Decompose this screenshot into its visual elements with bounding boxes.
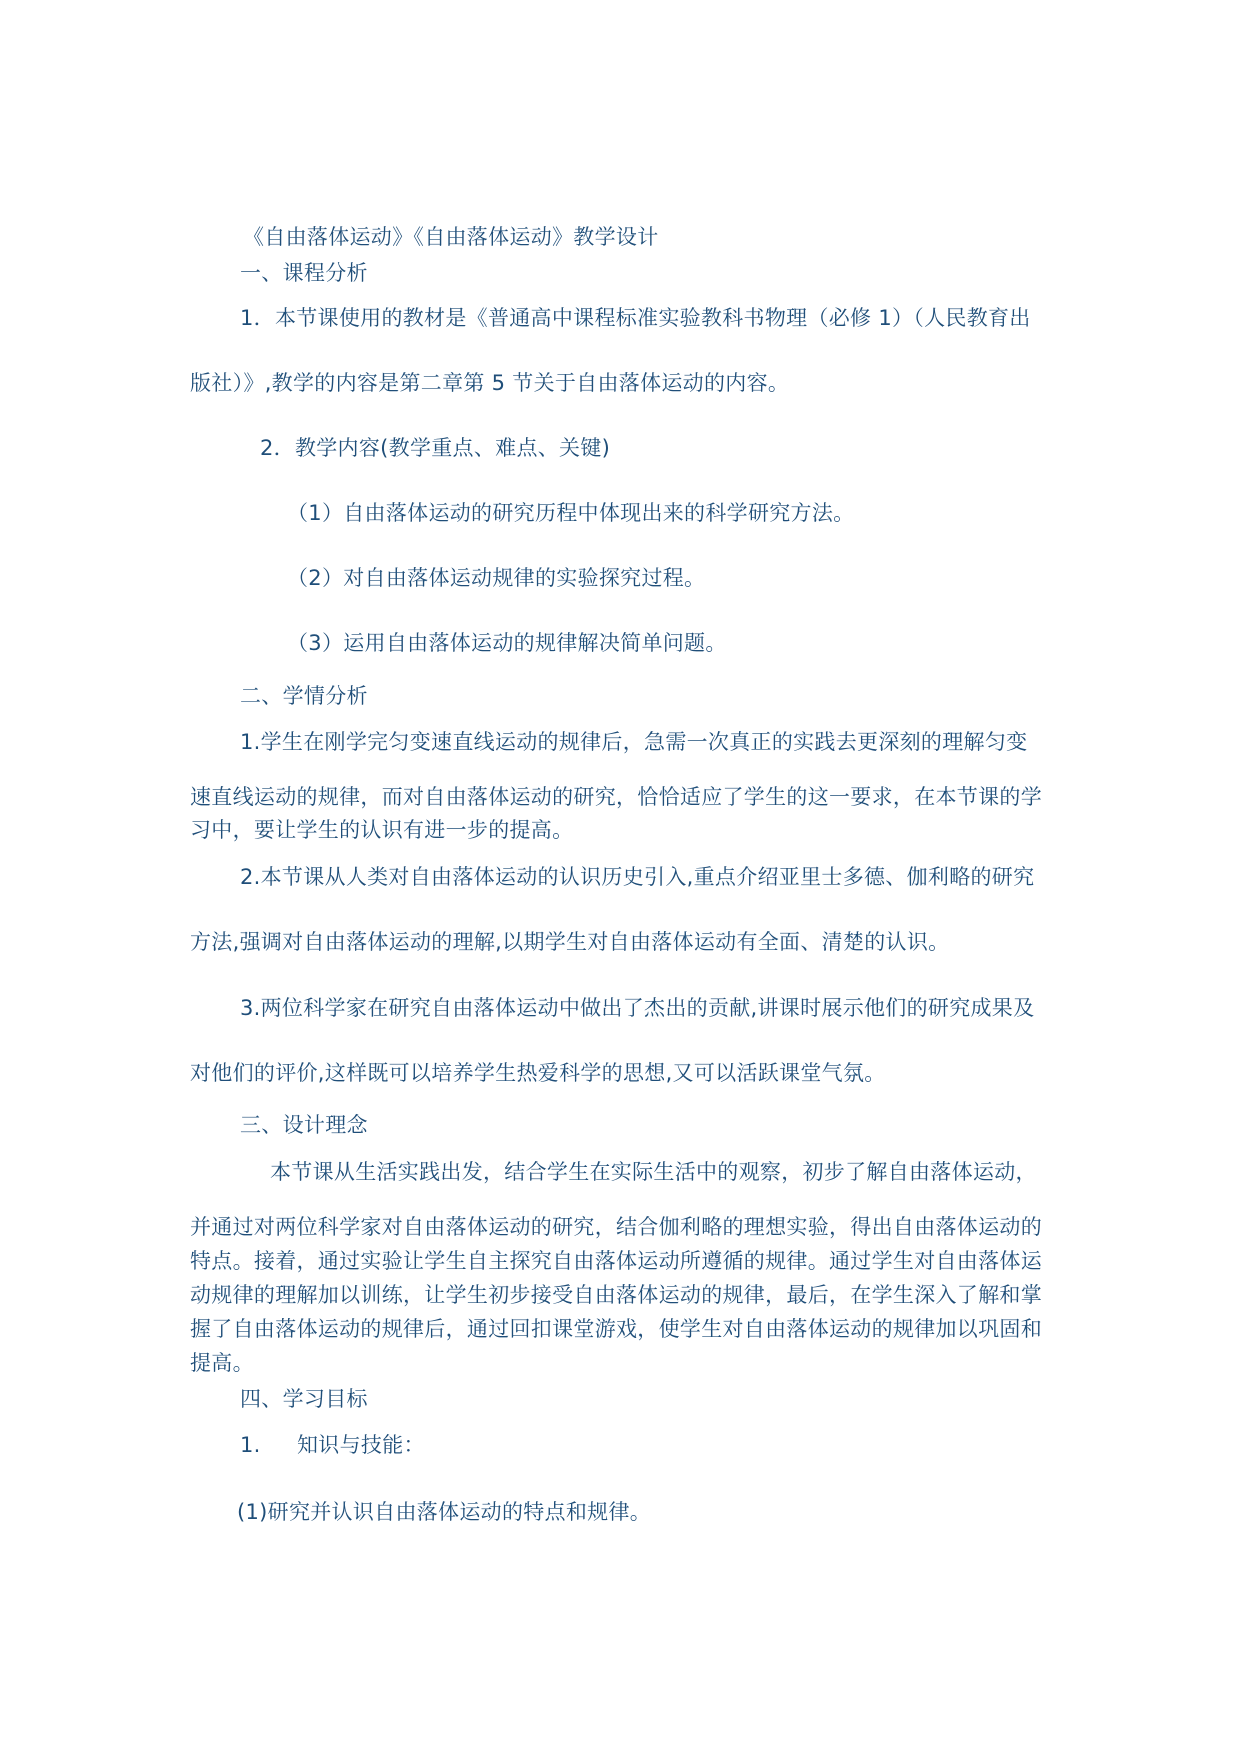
section-heading-learning-goals: 四、学习目标 [240,1387,368,1411]
paragraph-learner-1-line3: 习中，要让学生的认识有进一步的提高。 [190,818,574,842]
section-heading-design-concept: 三、设计理念 [240,1113,368,1137]
paragraph-learner-1-line2: 速直线运动的规律，而对自由落体运动的研究，恰恰适应了学生的这一要求，在本节课的学 [190,785,1042,809]
paragraph-teaching-content: 2．教学内容(教学重点、难点、关键) [260,436,611,460]
paragraph-learner-3-line1: 3.两位科学家在研究自由落体运动中做出了杰出的贡献,讲课时展示他们的研究成果及 [240,996,1035,1020]
section-heading-learner-analysis: 二、学情分析 [240,684,368,708]
paragraph-textbook-line2: 版社）》,教学的内容是第二章第 5 节关于自由落体运动的内容。 [190,371,790,395]
paragraph-learner-1-line1: 1.学生在刚学完匀变速直线运动的规律后，急需一次真正的实践去更深刻的理解匀变 [240,730,1028,754]
document-title: 《自由落体运动》《自由落体运动》教学设计 [243,225,659,249]
list-item-key-point-2: （2）对自由落体运动规律的实验探究过程。 [287,566,706,590]
goal-sub-item-1: (1)研究并认识自由落体运动的特点和规律。 [237,1500,652,1524]
goal-item-label: 知识与技能： [297,1433,425,1457]
paragraph-learner-2-line2: 方法,强调对自由落体运动的理解,以期学生对自由落体运动有全面、清楚的认识。 [190,930,950,954]
paragraph-textbook-line1: 1．本节课使用的教材是《普通高中课程标准实验教科书物理（必修 1）（人民教育出 [240,306,1031,330]
paragraph-design-line5: 握了自由落体运动的规律后，通过回扣课堂游戏，使学生对自由落体运动的规律加以巩固和 [190,1317,1042,1341]
goal-item-number: 1. [240,1433,261,1457]
paragraph-design-line6: 提高。 [190,1351,254,1375]
list-item-key-point-1: （1）自由落体运动的研究历程中体现出来的科学研究方法。 [287,501,855,525]
section-heading-course-analysis: 一、课程分析 [240,261,368,285]
paragraph-design-line2: 并通过对两位科学家对自由落体运动的研究，结合伽利略的理想实验，得出自由落体运动的 [190,1215,1042,1239]
paragraph-design-line3: 特点。接着，通过实验让学生自主探究自由落体运动所遵循的规律。通过学生对自由落体运 [190,1249,1042,1273]
paragraph-learner-2-line1: 2.本节课从人类对自由落体运动的认识历史引入,重点介绍亚里士多德、伽利略的研究 [240,865,1035,889]
paragraph-design-line1: 本节课从生活实践出发，结合学生在实际生活中的观察，初步了解自由落体运动， [270,1160,1037,1184]
paragraph-design-line4: 动规律的理解加以训练，让学生初步接受自由落体运动的规律，最后，在学生深入了解和掌 [190,1283,1042,1307]
paragraph-learner-3-line2: 对他们的评价,这样既可以培养学生热爱科学的思想,又可以活跃课堂气氛。 [190,1061,886,1085]
list-item-key-point-3: （3）运用自由落体运动的规律解决简单问题。 [287,631,727,655]
